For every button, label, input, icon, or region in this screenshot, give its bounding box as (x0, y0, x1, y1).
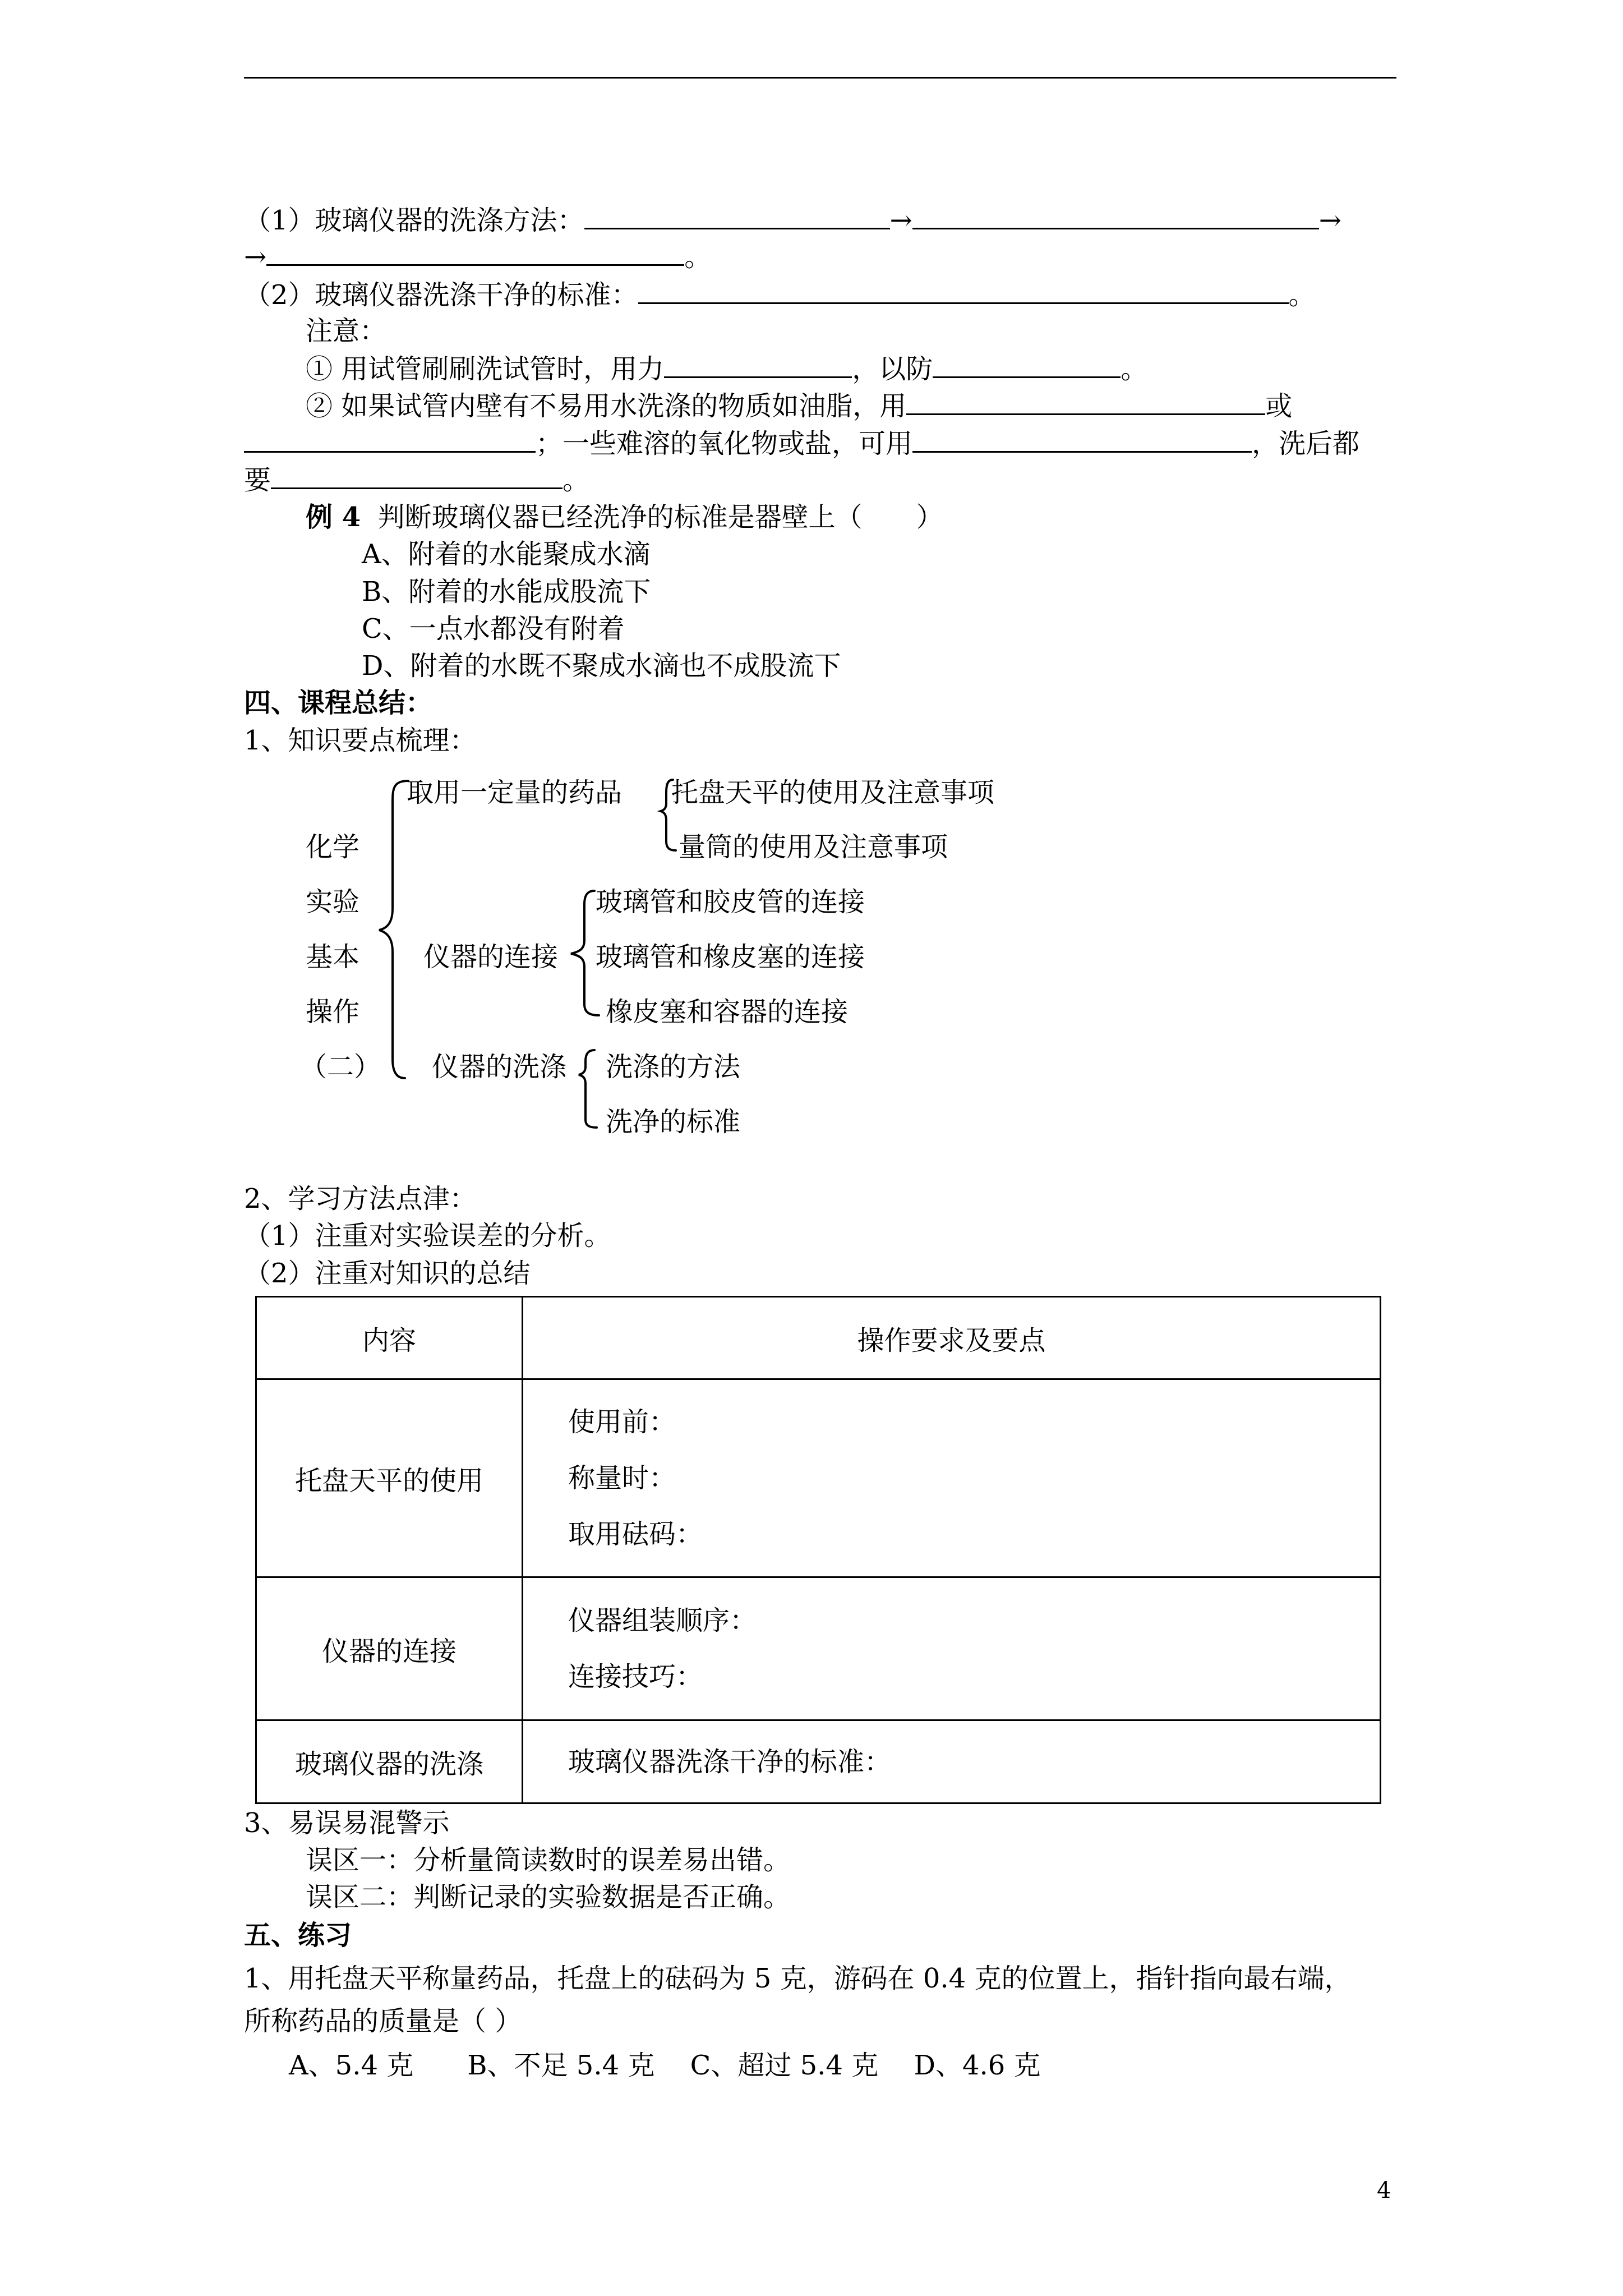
option-c: C、一点水都没有附着 (362, 613, 625, 645)
detail-line: 称量时： (568, 1462, 676, 1494)
tree-root-3: 基本 (306, 941, 360, 973)
note-text: ① 用试管刷刷洗试管时，用力 (306, 353, 665, 385)
summary-table (255, 1296, 1381, 1804)
branch-3-brace (579, 1050, 597, 1128)
point-1: 1、知识要点梳理： (244, 725, 477, 756)
tree-branch-3-item-1: 洗涤的方法 (606, 1051, 741, 1083)
option-a: A、附着的水能聚成水滴 (362, 539, 651, 570)
page-number: 4 (1377, 2178, 1391, 2203)
section-5-title: 五、练习 (244, 1920, 352, 1951)
method-1: （1）注重对实验误差的分析。 (244, 1220, 611, 1251)
branch-1-brace (661, 780, 676, 850)
tree-branch-2: 仪器的连接 (423, 941, 559, 973)
tree-branch-2-item-2: 玻璃管和橡皮塞的连接 (596, 941, 865, 973)
tree-branch-2-item-3: 橡皮塞和容器的连接 (606, 996, 849, 1028)
row-details (523, 1379, 1381, 1577)
table-header-requirements: 操作要求及要点 (523, 1297, 1381, 1379)
option-b: B、附着的水能成股流下 (362, 576, 651, 608)
example-tag: 例 4 (306, 501, 361, 533)
note-text: ；一些难溶的氧化物或盐，可用 (536, 428, 913, 459)
tree-branch-1-item-1: 托盘天平的使用及注意事项 (671, 777, 995, 808)
tree-root-5: （二） (300, 1051, 381, 1083)
note-text: ，洗后都 (1252, 428, 1360, 459)
tree-root-4: 操作 (306, 996, 360, 1028)
note-text: ② 如果试管内壁有不易用水洗涤的物质如油脂，用 (306, 390, 907, 422)
table-header-content: 内容 (256, 1297, 523, 1379)
detail-line: 仪器组装顺序： (568, 1605, 757, 1636)
point-2: 2、学习方法点津： (244, 1183, 477, 1214)
tree-branch-1-item-2: 量筒的使用及注意事项 (679, 831, 948, 863)
row-name: 托盘天平的使用 (256, 1379, 523, 1577)
tree-branch-3: 仪器的洗涤 (432, 1051, 567, 1083)
note-text: 或 (1265, 390, 1293, 422)
table-row (256, 1577, 1381, 1720)
exercise-1-options: A、5.4 克 B、不足 5.4 克 C、超过 5.4 克 D、4.6 克 (289, 2050, 1041, 2081)
section-4-title: 四、课程总结： (244, 687, 433, 719)
option-d: D、附着的水既不聚成水滴也不成股流下 (362, 650, 841, 682)
arrow: → (1318, 205, 1341, 236)
table-row (256, 1720, 1381, 1803)
warn-1: 误区一：分析量筒读数时的误差易出错。 (306, 1844, 791, 1876)
tree-branch-2-item-1: 玻璃管和胶皮管的连接 (596, 886, 865, 918)
tree-branch-1: 取用一定量的药品 (407, 777, 623, 808)
table-row (256, 1379, 1381, 1577)
arrow: → (889, 205, 912, 236)
method-2: （2）注重对知识的总结 (244, 1258, 531, 1289)
example-question: 判断玻璃仪器已经洗净的标准是器壁上（ ） (377, 501, 943, 533)
note-text: 。 (1121, 353, 1148, 385)
warn-2: 误区二：判断记录的实验数据是否正确。 (306, 1881, 791, 1913)
detail-line: 取用砝码： (568, 1519, 703, 1550)
tree-root-1: 化学 (306, 831, 360, 863)
note-text: 。 (562, 464, 590, 496)
q1-label: （1）玻璃仪器的洗涤方法： (244, 205, 584, 236)
note-text: 要 (244, 464, 271, 496)
q2-label: （2）玻璃仪器洗涤干净的标准： (244, 279, 638, 311)
row-name: 玻璃仪器的洗涤 (256, 1720, 523, 1803)
note-title: 注意： (306, 315, 387, 347)
detail-line: 使用前： (568, 1406, 676, 1438)
period: 。 (684, 241, 712, 273)
row-name: 仪器的连接 (256, 1577, 523, 1720)
row-details (523, 1720, 1381, 1803)
arrow: → (244, 241, 267, 273)
point-3: 3、易误易混警示 (244, 1807, 450, 1839)
period: 。 (1288, 279, 1316, 311)
branch-2-brace (571, 891, 599, 1015)
tree-branch-3-item-2: 洗净的标准 (606, 1106, 741, 1138)
note-text: ，以防 (852, 353, 933, 385)
main-brace (379, 781, 408, 1078)
exercise-1-line-1: 1、用托盘天平称量药品，托盘上的砝码为 5 克，游码在 0.4 克的位置上，指针指向最右端， (244, 1963, 1352, 1994)
tree-root-2: 实验 (306, 886, 360, 918)
table-header-row (256, 1297, 1381, 1379)
detail-line: 连接技巧： (568, 1661, 703, 1692)
exercise-1-line-2: 所称药品的质量是（ ） (244, 2005, 522, 2037)
row-details (523, 1577, 1381, 1720)
detail-line: 玻璃仪器洗涤干净的标准： (568, 1746, 892, 1778)
